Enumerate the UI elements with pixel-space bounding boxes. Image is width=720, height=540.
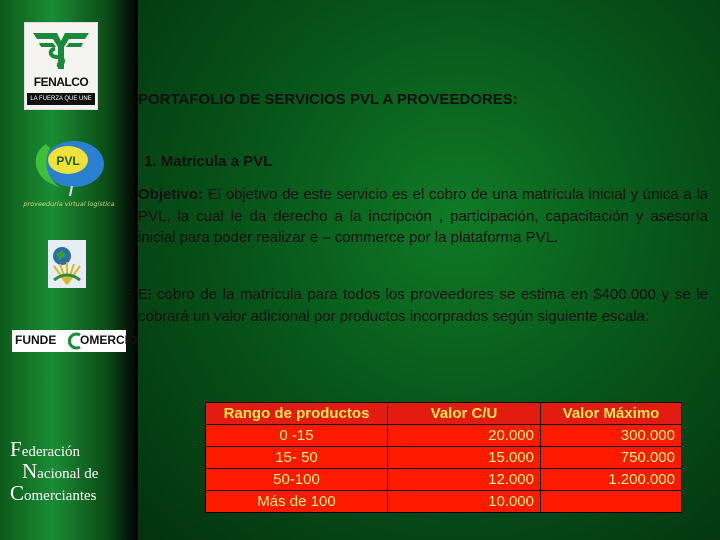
sidebar <box>0 0 138 540</box>
unit-value-cell: 10.000 <box>388 491 541 513</box>
unit-value-cell: 20.000 <box>388 425 541 447</box>
range-cell: 0 -15 <box>206 425 388 447</box>
world-sunburst-icon <box>48 240 86 288</box>
table-row <box>206 491 682 513</box>
pvl-logo <box>8 138 130 208</box>
max-value-cell <box>541 491 682 513</box>
federacion-name: Federación Nacional de Comerciantes <box>10 437 99 505</box>
range-cell: 50-100 <box>206 469 388 491</box>
table-row <box>206 469 682 491</box>
world-emblem-logo <box>48 240 86 288</box>
unit-value-cell: 15.000 <box>388 447 541 469</box>
fenalco-slogan: LA FUERZA QUE UNE <box>27 93 95 105</box>
unit-value-cell: 12.000 <box>388 469 541 491</box>
fenalco-name: FENALCO <box>33 75 89 89</box>
max-value-cell: 750.000 <box>541 447 682 469</box>
objective-paragraph <box>138 184 708 249</box>
slide-title: PORTAFOLIO DE SERVICIOS PVL A PROVEEDORES: <box>138 91 518 108</box>
table-row <box>206 447 682 469</box>
max-value-cell: 1.200.000 <box>541 469 682 491</box>
header-max-value: Valor Máximo <box>541 403 682 425</box>
fenalco-emblem-icon <box>31 27 91 71</box>
max-value-cell: 300.000 <box>541 425 682 447</box>
fundecomercio-part1: FUNDE <box>15 333 57 347</box>
fee-scale-table <box>205 402 682 513</box>
objective-text: El objetivo de este servicio es el cobro de una matrícula inicial y única a la PVL, la cual le da derecho a la incripción , participación, capacitación y asesoría inicial para poder realizar e – commerce por la plataforma PVL. <box>138 186 708 246</box>
pvl-globe-icon <box>8 138 130 208</box>
range-cell: Más de 100 <box>206 491 388 513</box>
pvl-caption: proveeduría virtual logística <box>23 200 115 208</box>
header-unit-value: Valor C/U <box>388 403 541 425</box>
range-cell: 15- 50 <box>206 447 388 469</box>
header-range: Rango de productos <box>206 403 388 425</box>
fee-paragraph: El cobro de la matrícula para todos los proveedores se estima en $400.000 y se le cobrará un valor adicional por productos incorprados según siguiente escala: <box>138 286 708 325</box>
pvl-letters: PVL <box>56 154 80 168</box>
objective-label: Objetivo: <box>138 186 204 203</box>
fundecomercio-part2: OMERCIO <box>80 333 138 347</box>
fundecomercio-logo <box>12 330 138 352</box>
section-subtitle: 1. Matrícula a PVL <box>144 153 273 170</box>
table-row <box>206 425 682 447</box>
fenalco-logo <box>24 22 98 110</box>
table-header-row <box>206 403 682 425</box>
